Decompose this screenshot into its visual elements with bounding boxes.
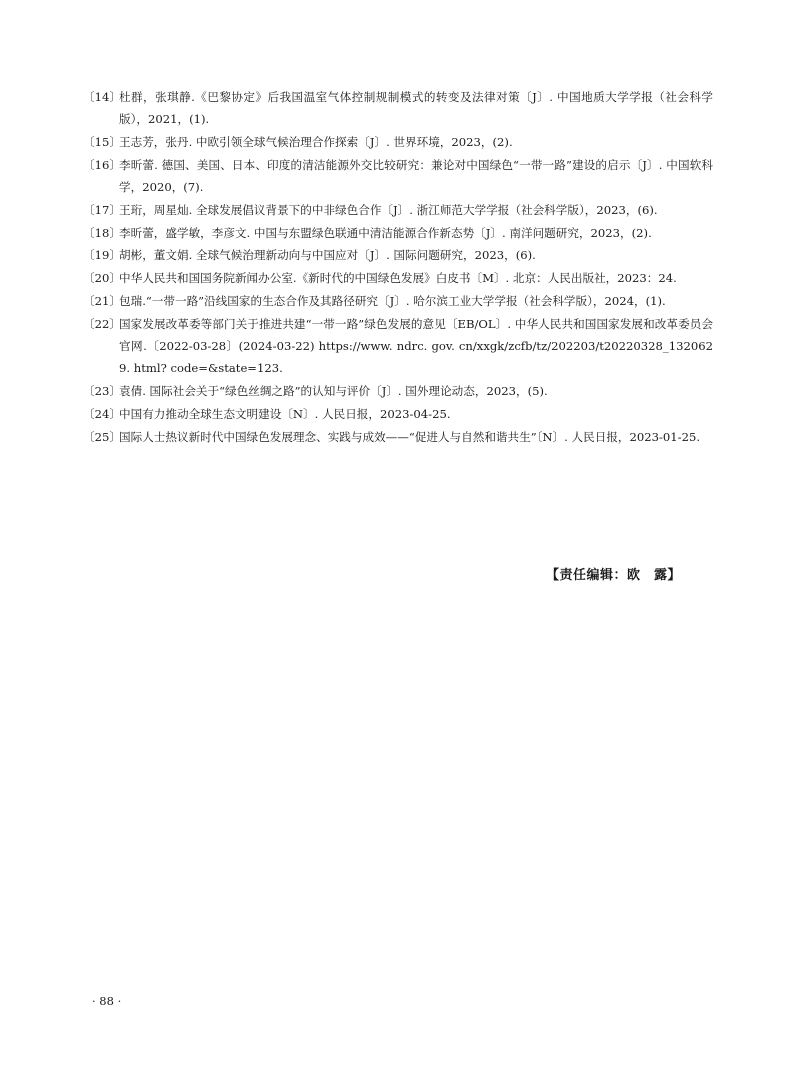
reference-text: 国际人士热议新时代中国绿色发展理念、实践与成效——“促进人与自然和谐共生”〔N〕. 人民日报，2023-01-25. — [119, 429, 701, 444]
reference-number: 〔21〕 — [83, 293, 121, 308]
reference-item — [83, 403, 713, 425]
reference-item — [83, 222, 713, 244]
reference-item — [83, 380, 713, 402]
reference-number: 〔24〕 — [83, 406, 121, 421]
reference-item — [83, 199, 713, 221]
reference-text: 李昕蕾，盛学敏，李彦文. 中国与东盟绿色联通中清洁能源合作新态势〔J〕. 南洋问题研究，2023，(2). — [119, 225, 652, 240]
reference-item — [83, 86, 713, 130]
reference-number: 〔22〕 — [83, 316, 121, 331]
reference-text: 李昕蕾. 德国、美国、日本、印度的清洁能源外交比较研究：兼论对中国绿色“一带一路”建设的启示〔J〕. 中国软科学，2020，(7). — [119, 157, 713, 194]
reference-number: 〔15〕 — [83, 135, 121, 149]
reference-list — [83, 86, 713, 448]
reference-item — [83, 426, 713, 448]
reference-text: 杜群，张琪静.《巴黎协定》后我国温室气体控制规制模式的转变及法律对策〔J〕. 中国地质大学学报（社会科学版），2021，(1). — [119, 90, 713, 127]
reference-text: 王志芳，张丹. 中欧引领全球气候治理合作探索〔J〕. 世界环境，2023，(2). — [119, 135, 513, 149]
reference-text: 中国有力推动全球生态文明建设〔N〕. 人民日报，2023-04-25. — [119, 406, 451, 421]
responsible-editor-note: 【责任编辑：欧 露】 — [545, 568, 681, 583]
reference-text: 袁倩. 国际社会关于“绿色丝绸之路”的认知与评价〔J〕. 国外理论动态，2023，(5). — [119, 383, 548, 398]
reference-number: 〔17〕 — [83, 202, 121, 217]
reference-number: 〔23〕 — [83, 383, 121, 398]
reference-number: 〔25〕 — [83, 429, 121, 444]
reference-item — [83, 131, 713, 153]
reference-text: 包瑞.“一带一路”沿线国家的生态合作及其路径研究〔J〕. 哈尔滨工业大学学报（社会科学版），2024，(1). — [119, 293, 666, 308]
reference-text: 国家发展改革委等部门关于推进共建“一带一路”绿色发展的意见〔EB/OL〕. 中华人民共和国国家发展和改革委员会官网.〔2022-03-28〕(2024-03-22) https://www. ndrc. gov. cn/xxgk/zcfb/tz/202203/t20220328_1320629. html? code=&state=123. — [119, 316, 713, 376]
reference-number: 〔14〕 — [83, 90, 121, 104]
reference-number: 〔18〕 — [83, 225, 121, 240]
reference-number: 〔20〕 — [83, 271, 121, 286]
reference-item — [83, 267, 713, 289]
page-number: · 88 · — [92, 994, 122, 1008]
reference-item — [83, 244, 713, 266]
reference-text: 胡彬，董文娟. 全球气候治理新动向与中国应对〔J〕. 国际问题研究，2023，(6). — [119, 248, 536, 263]
reference-item — [83, 313, 713, 380]
reference-number: 〔16〕 — [83, 157, 121, 172]
reference-text: 中华人民共和国国务院新闻办公室.《新时代的中国绿色发展》白皮书〔M〕. 北京：人民出版社，2023：24. — [119, 271, 677, 286]
reference-item — [83, 154, 713, 198]
reference-number: 〔19〕 — [83, 248, 121, 263]
reference-item — [83, 290, 713, 312]
reference-text: 王珩，周星灿. 全球发展倡议背景下的中非绿色合作〔J〕. 浙江师范大学学报（社会科学版），2023，(6). — [119, 202, 658, 217]
